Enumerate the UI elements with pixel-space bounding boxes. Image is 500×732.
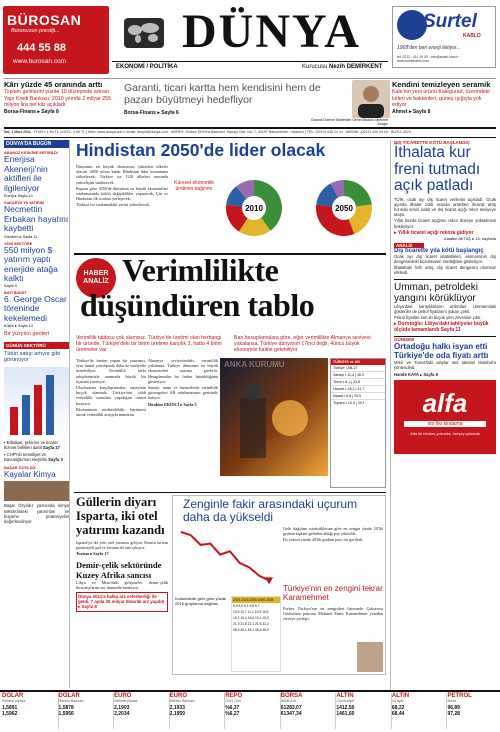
teaser-yapikredi[interactable]	[4, 80, 116, 115]
market-sell: 97,28	[447, 711, 460, 717]
market-label: ALTIN	[391, 693, 410, 699]
market-cell-borsa: BORSA İMKB-100 61283,07 61347,34	[280, 693, 332, 729]
left-item[interactable]: Bir yüzyılın gerileri	[4, 331, 49, 337]
market-buy: 1412,50	[336, 705, 355, 711]
burosan-url: www.burosan.com	[13, 58, 67, 65]
market-cell-dolar: DOLAR Merkez Bankası 1,5878 1,5956	[58, 693, 110, 729]
photo-caption: Garanti Ödeme Sistemleri Genel Müdürü Mehmet Sezgin	[310, 118, 388, 126]
left-bullet[interactable]: ▪ CHP'nin temsiliyet ve Davutoğlu'nun eleştirisi Sayfa 3	[4, 451, 63, 463]
market-label: DOLAR	[2, 693, 24, 699]
market-cell-altin: ALTIN 24 ayar 68,22 68,44	[391, 693, 443, 729]
market-label: EURO	[169, 693, 187, 699]
surtel-sub: KABLO	[463, 33, 481, 39]
chart-label: Küresel ekonomik üretimin dağılımı	[174, 180, 214, 192]
verimlilik-body: Türkiye'de üretim yapan bir yatırımcı, aynı ürünü yurtdışında daha az maliyetle üretebiliyor. Verimlilik farkı rakiplerimizle aramızda büyük bir uçurum yaratıyor. Uluslararası karşılaştırmalar, sanayinin birçok alanında Türkiye'nin ciddi verimlilik sorunları yaşadığını ortaya koyuyor. Ekonominin sürdürülebilir büyümesi ancak verimlilik artışıyla mümkün.	[76, 358, 146, 418]
market-label: REPO	[225, 693, 243, 699]
zengin-headline: Zenginle fakir arasındaki uçurum daha da yükseldi	[183, 497, 358, 524]
gundem-label: GÜNDEM	[394, 336, 496, 342]
left-item[interactable]: ABANOZ KESKİNE ARTIRILDI Enerjisa Akenerji'nin aktifleri ile ilgileniyor Enerji ▸ Sayfa 10	[4, 151, 58, 198]
deck-verimlilik: Verimlilik tablosu çok olumsuz. Türkiye'de üretimi olan herhangi bir üründe, Türkiye'deki bir birim üretime karşılık 3, hatta 4 birim üretmeler var	[76, 335, 222, 354]
umman-headline[interactable]: Umman, petroldeki yangını körüklüyor	[394, 279, 496, 304]
halka-arz-box[interactable]: Dünya 2011'e halka arz seferberliği ile geldi, 7 ayda 26 milyar dolarlık arz yapıldı ▸ Sayfa 8	[76, 592, 168, 612]
teaser-title: Garanti, ticari kartta hem kendisini hem de pazarı büyütmeyi hedefliyor	[124, 82, 321, 106]
karamehmet-photo	[357, 642, 383, 672]
burosan-tagline: Büronuzun prestiji...	[11, 28, 60, 34]
teaser-text: Toplam gelirlerini yüzde 10 düzeyinde artıran Yapı Kredi Bankası, 2010 yılında 2 milyar 255 milyon lira net kâr açıkladı	[4, 89, 112, 108]
left-item[interactable]: BAYİ BUKET 6. George Oscar töreninde kekelemedi Kültür ▸ Sayfa 14	[4, 290, 67, 328]
lede-hindistan: Dünyanın en büyük ekonomisi yükselen ülkeler olacak. 2050 yılına kadar Hindistan lider konumuna yükselecek; Türkiye ise G20 ülkeleri arasında yükselişini sürdürecek.	[76, 164, 168, 185]
sector-title: Tütün satışı artıyor gibi görünüyor	[4, 350, 60, 363]
teaser-ref: Ahmet ▸ Sayfa 8	[392, 108, 431, 115]
founder-label: Kurucusu Nezih DEMİRKENT	[302, 64, 383, 70]
teaser-title: Kendini temizleyen seramik	[392, 80, 491, 89]
story-isparta[interactable]: Güllerin diyarı Isparta, iki otel yatırımı kazandı Isparta'ya iki yeni otel yatırımı geliyor. Kentin turizm potansiyeli gül ve lavanta ile öne çıkıyor. Turizm ▸ Sayfa 17 Demir-çelik sektöründe Kuzey Afrika sancısı Libya ve Mısır'daki gelişmeler, demir-çelik ihracatçılarını zor durumda bırakıyor. Dünya 2011'e halka arz seferberliği ile geldi, 7 ayda 26 milyar dolarlık arz yapıldı ▸ Sayfa 8	[76, 495, 168, 673]
headline-verimlilik-1: Verimlilikte	[122, 252, 279, 288]
teaser-ref: Borsa-Finans ▸ Sayfa 8	[4, 108, 59, 115]
left-column: DÜNYA'DA BUGÜN ABANOZ KESKİNE ARTIRILDI Enerjisa Akenerji'nin aktifleri ile ilgileniyor Enerji ▸ Sayfa 10 SAKARYA'YA YATIRIM Necmettin Erbakan hayatını kaybetti Gündem ▸ Sayfa 11 YENİ SEKTÖRE 550 milyon $ yatırım yaptı enerjide atağa kalktı Sayfa 9 BAYİ BUKET 6. George Oscar töreninde kekelemedi Kültür ▸ Sayfa 14 Bir yüzyılın gerileri GÜNÜN SEKTÖRÜ Tütün satışı artıyor gibi görünüyor ▪ Erbakan, şehirme ve ticaret hizmet birlikleri dahil Sayfa 17 ▪ CHP'nin temsiliyet ve Davutoğlu'nun eleştirisi Sayfa 3 BAŞAR ÖZYILDIZ Kayalar Kimya Başar Özyıldız yazısında kimya sektöründeki yatırımları ve büyüme potansiyelini değerlendiriyor.	[4, 140, 70, 688]
karamehmet-headline: Türkiye'nin en zengini tekrar Karamehmet	[283, 584, 383, 602]
pie-title: 2010	[245, 204, 263, 213]
dateline: Sal, 1 Mart 2011 · FİYATI: 1,50 TL | KKTC: 1,60 TL | Web: www.dunya.com | email: dunya@dunya.com · ADRES: Globus DÜNYA Basınevi, Sanayi Cad. No: 7, 34197 Bahçelievler / İstanbul | TEL: (0212) 440 24 24 · ABONE: (0212) 440 24 00 · BÜYÜ: 4374	[4, 130, 411, 134]
pie-title: 2050	[335, 204, 353, 213]
story-zengin-fakir[interactable]: Zenginle fakir arasındaki uçurum daha da yükseldi Kullanılabilir gelir göre yüzde 2016 gruplarına dağılımı 2003 2004 2005 2006 2008 5,9 6,0 6,1 5,8 5,7 10,5 10,7 11,1 10,9 10,6 15,2 15,4 15,6 15,1 15,5 21,9 21,8 22,1 21,6 22,2 46,5 46,1 45,1 46,6 46,0 Gelir dağılımı istatistiklerine göre en zengin yüzde 20'lik grubun toplam gelirden aldığı pay yükseldi. En yoksul yüzde 20'lik grubun payı ise geriledi. Türkiye'nin en zengini tekrar Karamehmet Forbes Türkiye'nin en zenginleri listesinde Çukurova Grubu'nun patronu Mehmet Emin Karamehmet yeniden zirveye yerleşti.	[172, 495, 386, 675]
burosan-ad[interactable]	[3, 6, 109, 74]
market-sell: %6,27	[225, 711, 240, 717]
teaser-title: Kârı yüzde 45 oranında arttı	[4, 80, 103, 89]
left-item[interactable]: YENİ SEKTÖRE 550 milyon $ yatırım yaptı enerjide atağa kalktı Sayfa 9	[4, 241, 58, 288]
right-headline[interactable]: İthalata kur freni tutmadı açık patladı	[394, 144, 481, 194]
demir-celik-headline: Demir-çelik sektöründe Kuzey Afrika sancısı	[76, 559, 162, 580]
world-map-icon	[124, 18, 164, 48]
teaser-ref: Borsa-Finans ▸ Sayfa 6	[124, 110, 179, 116]
market-label: DOLAR	[58, 693, 80, 699]
market-cell-euro: EURO Merkez Bankası 2,1933 2,1959	[169, 693, 221, 729]
market-cell-euro: EURO Serbest piyasa 2,1903 2,2034	[113, 693, 165, 729]
left-col-header: DÜNYA'DA BUGÜN	[4, 140, 69, 148]
executive-photo	[352, 80, 390, 118]
column-kicker: BAŞAR ÖZYILDIZ	[4, 466, 36, 471]
market-sell: 1461,60	[336, 711, 355, 717]
surtel-tagline: 1968'den beri enerji iletiyor...	[397, 45, 461, 51]
sector-bar-illustration	[4, 367, 69, 437]
market-buy: %6,37	[225, 705, 240, 711]
alfa-sub: oto filo kiralama	[404, 421, 486, 427]
market-buy: 1,5891	[2, 705, 18, 711]
deck-verimlilik-2: Ban hesaplamalara göre, eğer verimlilikte Almanya seviyesi yakalansa, Türkiye dünyanın 17inci değil, 4üncü büyük ekonomisi haline gelebiliyor	[234, 335, 371, 354]
alfa-line: Alfa ile herkes yolunda, herşey yolunda	[410, 430, 480, 436]
columnist-photo	[4, 481, 69, 501]
masthead	[112, 4, 388, 68]
income-arrow	[265, 577, 273, 584]
left-bullet[interactable]: ▪ Erbakan, şehirme ve ticaret hizmet birlikleri dahil Sayfa 17	[4, 439, 60, 450]
turkiye-ab-table: TÜRKİYE ve AB Türkiye | AB-27 Sanayi ▪ 11,4 | 45,9 Tarım ▪ 6,1 | 23,8 Hizmet ▪ 18,2 | 41,7 İnşaat ▪ 9,8 | 34,5 Toplam ▪ 13,5 | 39,1	[330, 358, 386, 488]
analiz-label: ANALİZ	[394, 243, 424, 248]
isparta-headline: Güllerin diyarı Isparta, iki otel yatırımı kazandı	[76, 495, 165, 537]
market-label: BORSA	[280, 693, 303, 699]
market-cell-repo: REPO ON/1 Gün %6,37 %6,27	[224, 693, 276, 729]
column-title: Kayalar Kimya	[4, 470, 56, 480]
market-cell-altin: ALTIN Cumhuriyet 1412,50 1461,60	[335, 693, 387, 729]
market-sell: 2,1959	[169, 711, 185, 717]
teaser-text: Kale'nin yeni ürünü Kalegurad, üzerindeki kirleri ve bakterileri, güneş ışığıyla yok ediyor	[392, 89, 490, 108]
surtel-brand: Surtel	[423, 11, 477, 32]
ortadogu-headline[interactable]: Ortadoğu halkı isyan etti Türkiye'de oda fiyatı arttı	[394, 342, 489, 361]
market-buy: 96,89	[447, 705, 460, 711]
haber-analiz-badge: HABER ANALİZ	[76, 258, 116, 298]
market-sell: 68,44	[391, 711, 405, 717]
market-sell: 61347,34	[280, 711, 302, 717]
alfa-ad[interactable]	[394, 380, 496, 454]
teaser-kale[interactable]	[392, 80, 496, 115]
market-sell: 1,5962	[2, 711, 18, 717]
steel-worker-photo	[220, 358, 328, 476]
burosan-phone: 444 55 88	[17, 42, 66, 54]
masthead-title: DÜNYA	[182, 5, 361, 58]
section-label: EKONOMİ / POLİTİKA	[116, 64, 178, 70]
right-story2-title[interactable]: Dış ticarette yıla kötü başlangıç	[394, 247, 484, 254]
right-kicker: DIŞ TİCARETTE KÖTÜ BAŞLANGIÇ	[394, 140, 470, 145]
right-bullet[interactable]: ▸ Yıllık ticaret açığı rekora gidiyor	[394, 229, 474, 236]
market-buy: 1,5878	[58, 705, 74, 711]
headline-hindistan: Hindistan 2050'de lider olacak	[76, 140, 326, 160]
libya-bullet[interactable]: ▸ Dorotoğlu: Libya'daki tahliyeler büyük ölçüde tamamlandı Sayfa 11	[394, 321, 489, 334]
market-sell: 1,5956	[58, 711, 74, 717]
market-label: PETROL	[447, 693, 472, 699]
income-line	[181, 532, 269, 580]
burosan-brand: BÜROSAN	[7, 12, 82, 28]
headline-verimlilik-2: düşündüren tablo	[80, 287, 315, 323]
market-buy: 2,1903	[114, 705, 130, 711]
left-item[interactable]: SAKARYA'YA YATIRIM Necmettin Erbakan hayatını kaybetti Gündem ▸ Sayfa 11	[4, 201, 69, 239]
surtel-ad[interactable]	[392, 6, 496, 68]
market-cell-dolar: DOLAR Serbest piyasa 1,5891 1,5962	[2, 693, 54, 729]
alfa-brand: alfa	[422, 387, 468, 418]
market-buy: 2,1933	[169, 705, 185, 711]
right-column: DIŞ TİCARETTE KÖTÜ BAŞLANGIÇ İthalata kur freni tutmadı açık patladı TÜİK, ocak ayı dış ticaret verilerini açıkladı. Ocak ayında ithalat ciddi oranda artarken ihracat artış hızında sınırlı kaldı ve dış ticaret açığı rekor seviyeye ulaştı. Yıllık bazda ticaret açığının rekor düzeye yükselmesi bekleniyor. ▸ Yıllık ticaret açığı rekora gidiyor Alaattin AKTAŞ ▸ 14. sayfada ANALİZ Dış ticarette yıla kötü başlangıç Ocak ayı dış ticaret istatistikleri, ekonominin dış dengesindeki bozulmanın sürdüğünü gösteriyor. İthalattaki hızlı artış, dış ticaret dengesini olumsuz etkiledi. Umman, petroldeki yangını körüklüyor Libya'daki karışıklıkların ardından Umman'daki gösteriler de petrol fiyatlarını yukarı çekti. Petrol fiyatları son iki buçuk yılın zirvesine çıktı. ▸ Dorotoğlu: Libya'daki tahliyeler büyük ölçüde tamamlandı Sayfa 11 GÜNDEM Ortadoğu halkı isyan etti Türkiye'de oda fiyatı arttı Mısır ve Tunus'taki olaylar otel talebini İstanbul'a yönlendirdi. Hande KAYA ▸ Sayfa 9 alfa oto filo kiralama Alfa ile herkes yolunda, herşey yolunda	[390, 140, 496, 690]
pie-charts	[214, 162, 386, 250]
market-label: EURO	[114, 693, 132, 699]
right-bullet-ref: Alaattin AKTAŞ ▸ 14. sayfada	[444, 235, 496, 241]
market-label: ALTIN	[336, 693, 354, 699]
market-buy: 68,22	[391, 705, 405, 711]
market-sell: 2,2034	[114, 711, 130, 717]
photo-watermark: ANKA KURUMU	[224, 360, 285, 369]
market-cell-petrol: PETROL Brent 96,89 97,28	[446, 693, 498, 729]
gunun-sektoru-header: GÜNÜN SEKTÖRÜ	[4, 342, 69, 349]
market-buy: 61283,07	[280, 705, 302, 711]
surtel-contact: tel: 0212 - 411 19 00 · info@surtel.com.tr · www.surtelkablo.com	[397, 55, 461, 63]
story-hindistan[interactable]: Hindistan 2050'de lider olacak Dünyanın en büyük ekonomisi yükselen ülkeler olacak. 2050 yılına kadar Hindistan lider konumuna yükselecek; Türkiye ise G20 ülkeleri arasında yükselişini sürdürecek. Rapora göre 2050'de dünyanın en büyük ekonomileri sıralamasında köklü değişiklikler yaşanacak. Çin ve Hindistan ilk sıralara yerleşecek. Türkiye ise sıralamadaki yerini yükseltecek. Küresel ekonomik üretimin dağılımı 2010 2050	[74, 140, 386, 250]
income-table: 2003 2004 2005 2006 2008 5,9 6,0 6,1 5,8 5,7 10,5 10,7 11,1 10,9 10,6 15,2 15,4 15,6 15,1 15,5 21,9 21,8 22,1 21,6 22,2 46,5 46,1 45,1 46,6 46,0	[231, 596, 281, 672]
income-line-chart	[175, 526, 275, 596]
teaser-garanti[interactable]	[120, 80, 390, 124]
income-chart-label: Kullanılabilir gelir göre yüzde 2016 gruplarına dağılımı	[175, 596, 227, 606]
verimlilik-body-2: Almanya seviyesindeki verimlilik yakalansa Türkiye dünyanın en büyük ekonomileri arasına girebilir. Hesaplamalar bu farkın büyüklüğünü gösteriyor. Sanayi, tarım ve hizmetlerde verimlilik göstergeleri AB ortalamasının gerisinde kalıyor. İbrahim EKİNCİ ▸ Sayfa 3	[148, 358, 218, 407]
